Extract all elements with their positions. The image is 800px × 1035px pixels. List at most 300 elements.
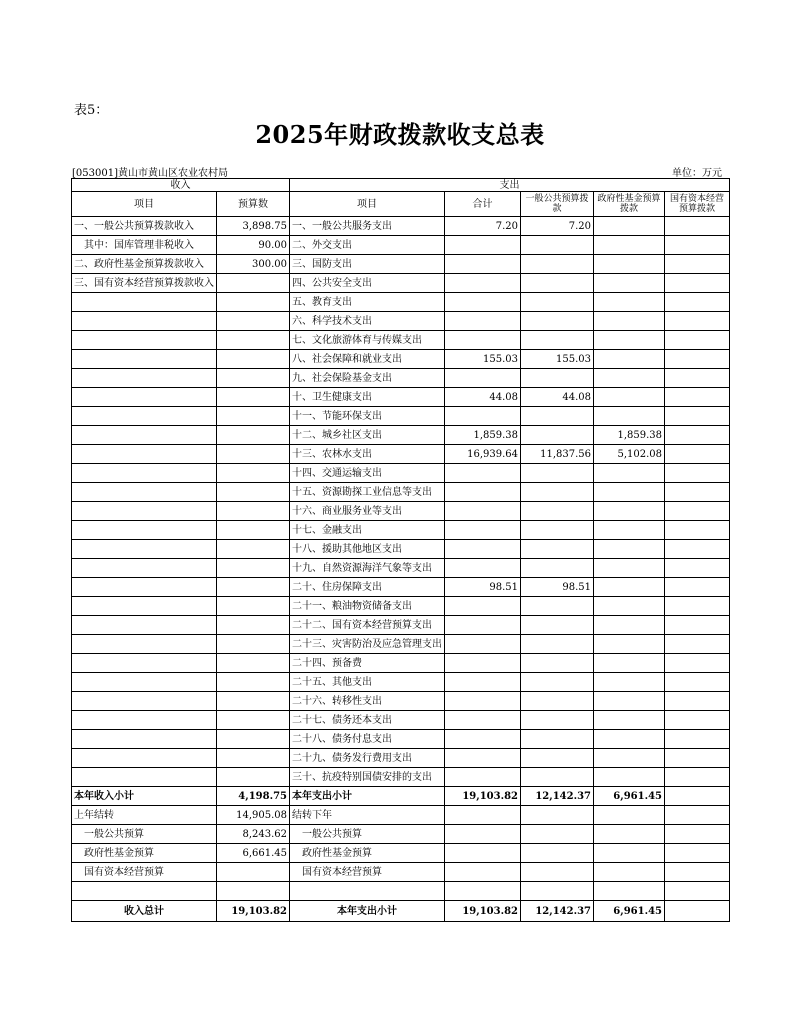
income-value <box>217 331 290 350</box>
general-value <box>521 825 594 844</box>
income-value <box>217 464 290 483</box>
table-row <box>72 730 730 749</box>
total-value <box>445 692 521 711</box>
income-item: 收入总计 <box>72 901 217 922</box>
fund-value <box>594 236 665 255</box>
table-row <box>72 540 730 559</box>
fund-value: 6,961.45 <box>594 901 665 922</box>
fund-value <box>594 407 665 426</box>
total-value <box>445 730 521 749</box>
total-value <box>445 825 521 844</box>
expense-item: 二十、住房保障支出 <box>290 578 445 597</box>
state-value <box>665 730 730 749</box>
income-value <box>217 274 290 293</box>
income-value <box>217 711 290 730</box>
income-value: 14,905.08 <box>217 806 290 825</box>
expense-item: 二十一、粮油物资储备支出 <box>290 597 445 616</box>
table-row <box>72 616 730 635</box>
state-value <box>665 483 730 502</box>
state-value <box>665 502 730 521</box>
income-value <box>217 882 290 901</box>
income-value <box>217 502 290 521</box>
general-value <box>521 274 594 293</box>
general-value: 12,142.37 <box>521 787 594 806</box>
expense-item: 本年支出小计 <box>290 901 445 922</box>
fund-value <box>594 540 665 559</box>
state-value <box>665 749 730 768</box>
fund-value <box>594 749 665 768</box>
table-row <box>72 768 730 787</box>
expense-item: 七、文化旅游体育与传媒支出 <box>290 331 445 350</box>
income-item <box>72 578 217 597</box>
total-value: 19,103.82 <box>445 901 521 922</box>
state-value <box>665 597 730 616</box>
total-value <box>445 369 521 388</box>
total-value <box>445 863 521 882</box>
fund-value <box>594 635 665 654</box>
income-value <box>217 578 290 597</box>
income-item <box>72 331 217 350</box>
fund-value <box>594 331 665 350</box>
income-item <box>72 426 217 445</box>
income-item <box>72 388 217 407</box>
expense-item: 二十五、其他支出 <box>290 673 445 692</box>
general-value: 98.51 <box>521 578 594 597</box>
general-value <box>521 559 594 578</box>
income-value: 90.00 <box>217 236 290 255</box>
table-row <box>72 236 730 255</box>
total-value <box>445 673 521 692</box>
total-value: 16,939.64 <box>445 445 521 464</box>
income-value <box>217 540 290 559</box>
general-value <box>521 483 594 502</box>
income-item <box>72 350 217 369</box>
total-value <box>445 407 521 426</box>
table-row <box>72 635 730 654</box>
state-value <box>665 806 730 825</box>
general-value <box>521 369 594 388</box>
income-item <box>72 635 217 654</box>
general-value <box>521 255 594 274</box>
total-value <box>445 768 521 787</box>
subtotal-row <box>72 787 730 806</box>
expense-item: 十一、节能环保支出 <box>290 407 445 426</box>
expense-item: 政府性基金预算 <box>290 844 445 863</box>
general-value <box>521 464 594 483</box>
fund-value <box>594 844 665 863</box>
general-value <box>521 426 594 445</box>
total-value <box>445 635 521 654</box>
expense-item: 三十、抗疫特别国债安排的支出 <box>290 768 445 787</box>
income-value: 8,243.62 <box>217 825 290 844</box>
income-value <box>217 293 290 312</box>
fund-value <box>594 483 665 502</box>
state-value <box>665 882 730 901</box>
total-value <box>445 882 521 901</box>
general-value <box>521 540 594 559</box>
state-value <box>665 274 730 293</box>
income-item <box>72 521 217 540</box>
general-value <box>521 331 594 350</box>
income-item <box>72 464 217 483</box>
table-row <box>72 806 730 825</box>
fund-value <box>594 293 665 312</box>
income-item <box>72 616 217 635</box>
state-capital-header: 国有资本经营预算拨款 <box>665 192 730 217</box>
expense-item: 十六、商业服务业等支出 <box>290 502 445 521</box>
income-item: 其中：国库管理非税收入 <box>72 236 217 255</box>
general-value <box>521 806 594 825</box>
income-header: 收入 <box>72 179 290 192</box>
expense-item: 四、公共安全支出 <box>290 274 445 293</box>
state-value <box>665 407 730 426</box>
table-row <box>72 217 730 236</box>
total-value: 1,859.38 <box>445 426 521 445</box>
fund-value <box>594 673 665 692</box>
expense-item: 二十八、债务付息支出 <box>290 730 445 749</box>
income-item: 政府性基金预算 <box>72 844 217 863</box>
table-row <box>72 312 730 331</box>
general-value <box>521 635 594 654</box>
expense-item: 二十九、债务发行费用支出 <box>290 749 445 768</box>
expense-item: 二、外交支出 <box>290 236 445 255</box>
general-value <box>521 711 594 730</box>
expense-item: 结转下年 <box>290 806 445 825</box>
income-item <box>72 312 217 331</box>
state-value <box>665 255 730 274</box>
table-row <box>72 825 730 844</box>
income-item <box>72 749 217 768</box>
table-row <box>72 331 730 350</box>
income-item: 本年收入小计 <box>72 787 217 806</box>
income-value <box>217 407 290 426</box>
expense-item: 二十二、国有资本经营预算支出 <box>290 616 445 635</box>
fund-value <box>594 521 665 540</box>
page-title: 2025年财政拨款收支总表 <box>255 120 545 149</box>
income-item <box>72 483 217 502</box>
fund-value <box>594 825 665 844</box>
income-value <box>217 426 290 445</box>
table-row <box>72 350 730 369</box>
income-value <box>217 654 290 673</box>
general-value <box>521 597 594 616</box>
income-item: 二、政府性基金预算拨款收入 <box>72 255 217 274</box>
income-value <box>217 730 290 749</box>
total-value <box>445 559 521 578</box>
general-value <box>521 407 594 426</box>
general-value: 7.20 <box>521 217 594 236</box>
income-item <box>72 597 217 616</box>
general-value <box>521 293 594 312</box>
fund-value <box>594 654 665 673</box>
income-item <box>72 445 217 464</box>
fund-value <box>594 388 665 407</box>
state-value <box>665 388 730 407</box>
general-budget-header: 一般公共预算拨款 <box>521 192 594 217</box>
general-value: 155.03 <box>521 350 594 369</box>
total-value <box>445 597 521 616</box>
income-value <box>217 388 290 407</box>
general-value <box>521 236 594 255</box>
income-value <box>217 749 290 768</box>
header-row-2 <box>72 192 730 217</box>
income-value <box>217 350 290 369</box>
fund-budget-header: 政府性基金预算拨款 <box>594 192 665 217</box>
fund-value <box>594 730 665 749</box>
general-value: 12,142.37 <box>521 901 594 922</box>
table-row <box>72 464 730 483</box>
income-item <box>72 654 217 673</box>
income-value <box>217 692 290 711</box>
expense-item: 十四、交通运输支出 <box>290 464 445 483</box>
table-row <box>72 578 730 597</box>
expense-item: 六、科学技术支出 <box>290 312 445 331</box>
fund-value <box>594 578 665 597</box>
fund-value <box>594 711 665 730</box>
general-value <box>521 768 594 787</box>
expense-item-header: 项目 <box>290 192 445 217</box>
general-value <box>521 730 594 749</box>
department-label: [053001]黄山市黄山区农业农村局 <box>72 168 228 179</box>
total-value <box>445 616 521 635</box>
income-value: 3,898.75 <box>217 217 290 236</box>
state-value <box>665 635 730 654</box>
expense-item: 五、教育支出 <box>290 293 445 312</box>
income-item <box>72 293 217 312</box>
expense-item: 十二、城乡社区支出 <box>290 426 445 445</box>
state-value <box>665 426 730 445</box>
income-item: 三、国有资本经营预算拨款收入 <box>72 274 217 293</box>
table-row <box>72 426 730 445</box>
total-value <box>445 844 521 863</box>
income-value: 300.00 <box>217 255 290 274</box>
table-row <box>72 407 730 426</box>
income-value <box>217 445 290 464</box>
income-item: 一、一般公共预算拨款收入 <box>72 217 217 236</box>
general-value <box>521 312 594 331</box>
general-value <box>521 616 594 635</box>
table-row <box>72 844 730 863</box>
general-value <box>521 502 594 521</box>
fund-value <box>594 768 665 787</box>
expense-item: 三、国防支出 <box>290 255 445 274</box>
income-item <box>72 692 217 711</box>
expense-item: 十九、自然资源海洋气象等支出 <box>290 559 445 578</box>
table-row <box>72 749 730 768</box>
state-value <box>665 236 730 255</box>
table-row <box>72 502 730 521</box>
table-row <box>72 559 730 578</box>
fund-value: 6,961.45 <box>594 787 665 806</box>
income-value <box>217 559 290 578</box>
state-value <box>665 844 730 863</box>
budget-table <box>71 178 730 922</box>
state-value <box>665 863 730 882</box>
general-value <box>521 844 594 863</box>
state-value <box>665 825 730 844</box>
fund-value <box>594 502 665 521</box>
table-row <box>72 293 730 312</box>
fund-value <box>594 217 665 236</box>
fund-value <box>594 312 665 331</box>
expense-item: 二十四、预备费 <box>290 654 445 673</box>
income-value <box>217 597 290 616</box>
income-item <box>72 559 217 578</box>
table-row <box>72 673 730 692</box>
total-value: 98.51 <box>445 578 521 597</box>
total-value <box>445 464 521 483</box>
total-value <box>445 331 521 350</box>
state-value <box>665 293 730 312</box>
table-number-label: 表5： <box>74 103 109 118</box>
state-value <box>665 445 730 464</box>
total-value: 44.08 <box>445 388 521 407</box>
state-value <box>665 312 730 331</box>
fund-value <box>594 559 665 578</box>
income-value <box>217 635 290 654</box>
fund-value <box>594 616 665 635</box>
income-item: 国有资本经营预算 <box>72 863 217 882</box>
expense-item: 十八、援助其他地区支出 <box>290 540 445 559</box>
header-row-1 <box>72 179 730 192</box>
table-row <box>72 521 730 540</box>
fund-value <box>594 464 665 483</box>
general-value <box>521 863 594 882</box>
income-value <box>217 521 290 540</box>
expense-item: 二十七、债务还本支出 <box>290 711 445 730</box>
expense-item: 九、社会保险基金支出 <box>290 369 445 388</box>
state-value <box>665 331 730 350</box>
expense-item: 本年支出小计 <box>290 787 445 806</box>
total-value <box>445 274 521 293</box>
income-value <box>217 863 290 882</box>
income-item: 一般公共预算 <box>72 825 217 844</box>
income-item <box>72 407 217 426</box>
general-value <box>521 654 594 673</box>
state-value <box>665 578 730 597</box>
state-value <box>665 673 730 692</box>
income-value <box>217 616 290 635</box>
state-value <box>665 768 730 787</box>
total-value <box>445 255 521 274</box>
expense-item: 十五、资源勘探工业信息等支出 <box>290 483 445 502</box>
income-item <box>72 502 217 521</box>
general-value: 11,837.56 <box>521 445 594 464</box>
income-item <box>72 711 217 730</box>
table-row <box>72 711 730 730</box>
grand-total-row <box>72 901 730 922</box>
fund-value <box>594 274 665 293</box>
income-item <box>72 768 217 787</box>
state-value <box>665 521 730 540</box>
table-row <box>72 445 730 464</box>
income-budget-header: 预算数 <box>217 192 290 217</box>
income-item <box>72 540 217 559</box>
income-value <box>217 673 290 692</box>
state-value <box>665 369 730 388</box>
unit-label: 单位：万元 <box>672 168 722 179</box>
total-value <box>445 711 521 730</box>
general-value <box>521 521 594 540</box>
income-item: 上年结转 <box>72 806 217 825</box>
fund-value <box>594 350 665 369</box>
state-value <box>665 464 730 483</box>
fund-value <box>594 863 665 882</box>
total-value <box>445 236 521 255</box>
fund-value <box>594 255 665 274</box>
table-row <box>72 882 730 901</box>
total-value <box>445 502 521 521</box>
total-value <box>445 806 521 825</box>
fund-value <box>594 692 665 711</box>
expense-item <box>290 882 445 901</box>
table-row <box>72 863 730 882</box>
fund-value: 5,102.08 <box>594 445 665 464</box>
fund-value <box>594 597 665 616</box>
income-value: 6,661.45 <box>217 844 290 863</box>
total-value <box>445 483 521 502</box>
fund-value <box>594 806 665 825</box>
income-item <box>72 673 217 692</box>
total-value <box>445 521 521 540</box>
general-value <box>521 673 594 692</box>
table-row <box>72 597 730 616</box>
state-value <box>665 616 730 635</box>
table-row <box>72 388 730 407</box>
total-value <box>445 540 521 559</box>
general-value <box>521 882 594 901</box>
table-row <box>72 483 730 502</box>
expense-item: 十七、金融支出 <box>290 521 445 540</box>
income-value <box>217 312 290 331</box>
state-value <box>665 350 730 369</box>
expense-item: 八、社会保障和就业支出 <box>290 350 445 369</box>
state-value <box>665 901 730 922</box>
total-value: 19,103.82 <box>445 787 521 806</box>
expense-item: 国有资本经营预算 <box>290 863 445 882</box>
table-row <box>72 654 730 673</box>
fund-value <box>594 369 665 388</box>
expense-item: 十三、农林水支出 <box>290 445 445 464</box>
total-header: 合计 <box>445 192 521 217</box>
table-row <box>72 274 730 293</box>
total-value: 155.03 <box>445 350 521 369</box>
table-row <box>72 369 730 388</box>
fund-value: 1,859.38 <box>594 426 665 445</box>
expense-item: 二十六、转移性支出 <box>290 692 445 711</box>
income-value: 4,198.75 <box>217 787 290 806</box>
general-value: 44.08 <box>521 388 594 407</box>
table-row <box>72 692 730 711</box>
total-value <box>445 293 521 312</box>
state-value <box>665 559 730 578</box>
income-value <box>217 483 290 502</box>
fund-value <box>594 882 665 901</box>
expense-item: 一般公共预算 <box>290 825 445 844</box>
income-item <box>72 730 217 749</box>
total-value <box>445 654 521 673</box>
income-item-header: 项目 <box>72 192 217 217</box>
state-value <box>665 787 730 806</box>
total-value <box>445 749 521 768</box>
state-value <box>665 692 730 711</box>
state-value <box>665 217 730 236</box>
state-value <box>665 654 730 673</box>
income-value <box>217 369 290 388</box>
income-item <box>72 369 217 388</box>
general-value <box>521 749 594 768</box>
income-value <box>217 768 290 787</box>
